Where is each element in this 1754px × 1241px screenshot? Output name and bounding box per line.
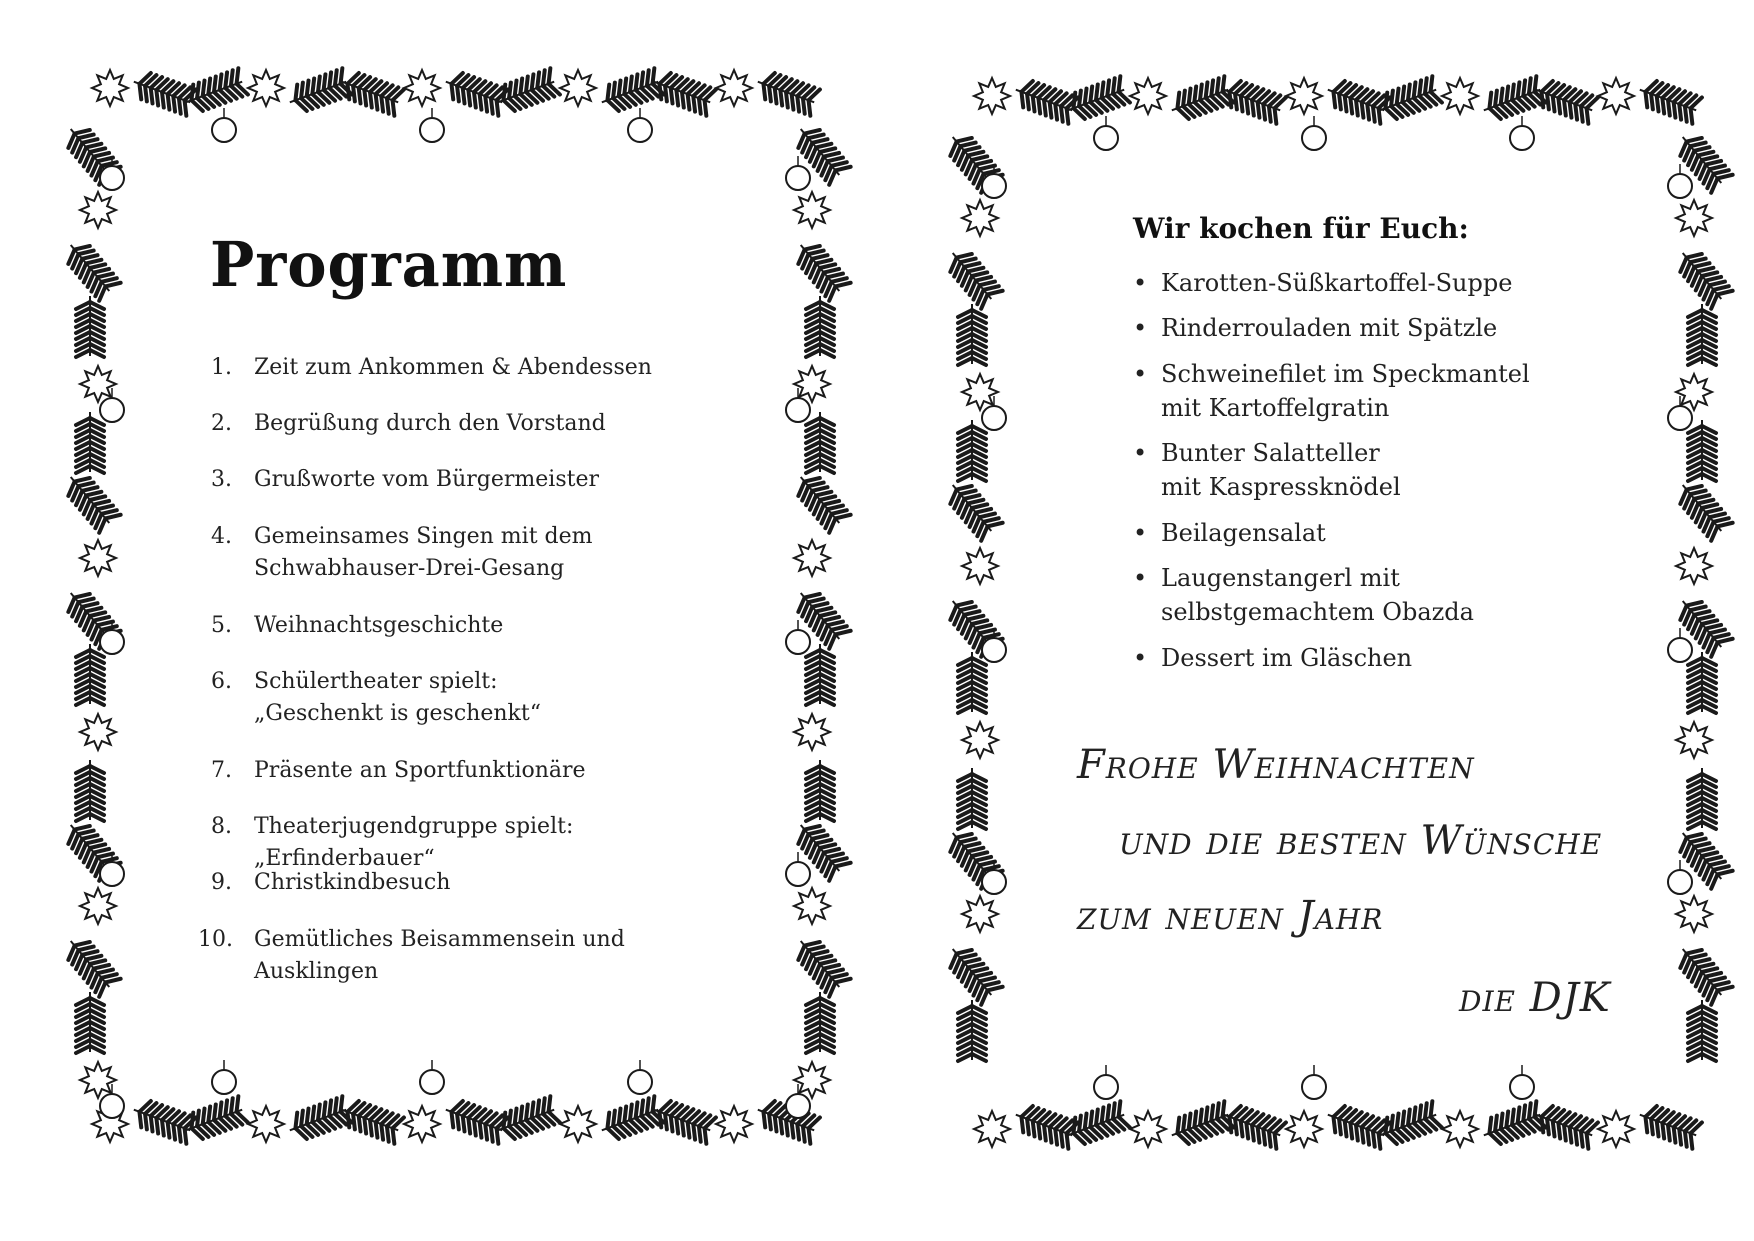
pine-branch-icon — [1688, 768, 1716, 829]
menu-item-text-line1: Laugenstangerl mit — [1161, 564, 1400, 592]
pine-branch-icon — [958, 304, 986, 365]
menu-item-text: Beilagensalat — [1161, 519, 1326, 547]
pine-branch-icon — [958, 1000, 986, 1061]
item-number: 8. — [211, 814, 232, 839]
star-icon — [80, 540, 116, 576]
pine-branch-icon — [129, 69, 196, 116]
pine-branch-icon — [958, 652, 986, 713]
bullet: • — [1133, 644, 1148, 672]
star-icon — [248, 70, 284, 106]
bauble-icon — [1668, 628, 1692, 662]
menu-item-text-line2: mit Kaspressknödel — [1161, 473, 1401, 501]
pine-branch-icon — [806, 760, 834, 821]
item-number: 9. — [211, 870, 232, 895]
item-text: Begrüßung durch den Vorstand — [254, 411, 606, 436]
pine-branch-icon — [60, 468, 121, 533]
pine-branch-icon — [1011, 1102, 1078, 1149]
pine-branch-icon — [493, 68, 560, 115]
item-text-line2: „Geschenkt is geschenkt“ — [254, 701, 541, 726]
star-icon — [92, 70, 128, 106]
star-icon — [80, 192, 116, 228]
item-number: 10. — [198, 927, 233, 952]
menu-item-text-line2: mit Kartoffelgratin — [1161, 394, 1390, 422]
star-icon — [80, 1062, 116, 1098]
item-text-line2: Ausklingen — [254, 959, 379, 984]
pine-branch-icon — [129, 1097, 196, 1144]
pine-branch-icon — [1635, 77, 1702, 124]
menu-item-text-line2: selbstgemachtem Obazda — [1161, 598, 1474, 626]
menu-item-text: Rinderrouladen mit Spätzle — [1161, 314, 1498, 342]
pine-branch-icon — [1672, 476, 1733, 541]
star-icon — [1442, 1111, 1478, 1147]
pine-branch-icon — [1531, 77, 1598, 124]
pine-branch-icon — [942, 476, 1003, 541]
item-text: Zeit zum Ankommen & Abendessen — [254, 355, 652, 380]
pine-branch-icon — [942, 244, 1003, 309]
pine-branch-icon — [806, 296, 834, 357]
pine-branch-icon — [441, 69, 508, 116]
pine-branch-icon — [1479, 76, 1546, 123]
star-icon — [1676, 548, 1712, 584]
star-icon — [794, 714, 830, 750]
star-icon — [794, 540, 830, 576]
star-icon — [80, 366, 116, 402]
pine-branch-icon — [806, 992, 834, 1053]
star-icon — [794, 192, 830, 228]
pine-branch-icon — [1688, 652, 1716, 713]
pine-branch-icon — [806, 412, 834, 473]
item-text: Theaterjugendgruppe spielt: „Erfinderbauer“ — [254, 814, 574, 871]
star-icon — [962, 548, 998, 584]
bullet: • — [1133, 269, 1148, 297]
bullet: • — [1133, 439, 1148, 467]
pine-branch-icon — [181, 1096, 248, 1143]
greeting-line-3: zum neuen Jahr — [1077, 893, 1384, 939]
bullet: • — [1133, 519, 1148, 547]
star-icon — [404, 70, 440, 106]
item-text: Weihnachtsgeschichte — [254, 613, 504, 638]
pine-branch-icon — [76, 296, 104, 357]
star-icon — [80, 888, 116, 924]
bauble-icon — [786, 852, 810, 886]
star-icon — [716, 70, 752, 106]
pine-branch-icon — [60, 236, 121, 301]
pine-branch-icon — [753, 69, 820, 116]
pine-branch-icon — [337, 69, 404, 116]
pine-branch-icon — [1635, 1102, 1702, 1149]
signature: die DJK — [1459, 975, 1611, 1021]
star-icon — [1286, 78, 1322, 114]
star-icon — [962, 722, 998, 758]
star-icon — [794, 1062, 830, 1098]
pine-branch-icon — [649, 69, 716, 116]
star-icon — [962, 200, 998, 236]
item-text-line2: Schwabhauser-Drei-Gesang — [254, 556, 565, 581]
bauble-icon — [1668, 860, 1692, 894]
star-icon — [1676, 200, 1712, 236]
item-text-line1: Gemeinsames Singen mit dem — [254, 524, 593, 549]
pine-branch-icon — [942, 940, 1003, 1005]
pine-branch-icon — [806, 644, 834, 705]
pine-branch-icon — [1219, 1102, 1286, 1149]
pine-branch-icon — [1688, 420, 1716, 481]
star-icon — [248, 1106, 284, 1142]
star-icon — [716, 1106, 752, 1142]
pine-branch-icon — [76, 644, 104, 705]
pine-branch-icon — [1375, 76, 1442, 123]
item-text: Christkindbesuch — [254, 870, 451, 895]
pine-branch-icon — [441, 1097, 508, 1144]
bauble-icon — [1510, 116, 1534, 150]
star-icon — [962, 896, 998, 932]
menu-item-text: Karotten-Süßkartoffel-Suppe — [1161, 269, 1513, 297]
star-icon — [80, 714, 116, 750]
pine-branch-icon — [1672, 940, 1733, 1005]
pine-branch-icon — [790, 468, 851, 533]
pine-branch-icon — [493, 1096, 560, 1143]
bauble-icon — [1302, 116, 1326, 150]
greeting-line-2: und die besten Wünsche — [1119, 818, 1603, 864]
bauble-icon — [1668, 164, 1692, 198]
pine-branch-icon — [597, 1096, 664, 1143]
item-number: 3. — [211, 467, 232, 492]
page-title: Programm — [210, 228, 568, 301]
pine-branch-icon — [1011, 77, 1078, 124]
item-number: 6. — [211, 669, 232, 694]
pine-branch-icon — [597, 68, 664, 115]
star-icon — [560, 1106, 596, 1142]
bauble-icon — [1302, 1065, 1326, 1099]
pine-branch-icon — [1219, 77, 1286, 124]
bauble-icon — [628, 1060, 652, 1094]
star-icon — [404, 1106, 440, 1142]
item-text: Grußworte vom Bürgermeister — [254, 467, 599, 492]
bullet: • — [1133, 360, 1148, 388]
star-icon — [1286, 1111, 1322, 1147]
pine-branch-icon — [1167, 1101, 1234, 1148]
item-number: 5. — [211, 613, 232, 638]
pine-branch-icon — [790, 236, 851, 301]
bauble-icon — [212, 1060, 236, 1094]
star-icon — [794, 888, 830, 924]
pine-branch-icon — [1479, 1101, 1546, 1148]
bauble-icon — [1094, 1065, 1118, 1099]
star-icon — [974, 78, 1010, 114]
item-text: Präsente an Sportfunktionäre — [254, 758, 586, 783]
menu-item-text-line1: Schweinefilet im Speckmantel — [1161, 360, 1530, 388]
pine-branch-icon — [1688, 304, 1716, 365]
star-icon — [1130, 78, 1166, 114]
pine-branch-icon — [285, 1096, 352, 1143]
star-icon — [560, 70, 596, 106]
item-text-line1: Schülertheater spielt: — [254, 669, 498, 694]
menu-item-text-line1: Bunter Salatteller — [1161, 439, 1380, 467]
pine-branch-icon — [285, 68, 352, 115]
menu-title: Wir kochen für Euch: — [1133, 212, 1469, 245]
menu-page — [877, 0, 1754, 1241]
star-icon — [794, 366, 830, 402]
bauble-icon — [786, 156, 810, 190]
star-icon — [962, 374, 998, 410]
pine-branch-icon — [76, 412, 104, 473]
star-icon — [1598, 1111, 1634, 1147]
item-number: 4. — [211, 524, 232, 549]
bauble-icon — [420, 108, 444, 142]
star-icon — [1130, 1111, 1166, 1147]
pine-branch-icon — [1323, 1102, 1390, 1149]
star-icon — [1676, 374, 1712, 410]
star-icon — [1676, 896, 1712, 932]
item-number: 1. — [211, 355, 232, 380]
bullet: • — [1133, 564, 1148, 592]
pine-branch-icon — [1688, 1000, 1716, 1061]
bauble-icon — [628, 108, 652, 142]
pine-branch-icon — [1167, 76, 1234, 123]
pine-branch-icon — [1531, 1102, 1598, 1149]
greeting-line-1: Frohe Weihnachten — [1077, 742, 1475, 788]
star-icon — [1676, 722, 1712, 758]
star-icon — [1598, 78, 1634, 114]
item-text-line1: Gemütliches Beisammensein und — [254, 927, 625, 952]
bauble-icon — [1094, 116, 1118, 150]
pine-branch-icon — [1063, 76, 1130, 123]
star-icon — [974, 1111, 1010, 1147]
bauble-icon — [1510, 1065, 1534, 1099]
pine-branch-icon — [790, 932, 851, 997]
pine-branch-icon — [60, 932, 121, 997]
pine-branch-icon — [337, 1097, 404, 1144]
pine-branch-icon — [1375, 1101, 1442, 1148]
item-number: 7. — [211, 758, 232, 783]
menu-item-text: Dessert im Gläschen — [1161, 644, 1413, 672]
star-icon — [1442, 78, 1478, 114]
pine-branch-icon — [76, 992, 104, 1053]
pine-branch-icon — [1063, 1101, 1130, 1148]
pine-branch-icon — [958, 768, 986, 829]
pine-branch-icon — [1323, 77, 1390, 124]
pine-branch-icon — [181, 68, 248, 115]
pine-branch-icon — [1672, 244, 1733, 309]
bauble-icon — [786, 620, 810, 654]
bauble-icon — [212, 108, 236, 142]
bauble-icon — [420, 1060, 444, 1094]
pine-branch-icon — [958, 420, 986, 481]
item-number: 2. — [211, 411, 232, 436]
pine-branch-icon — [649, 1097, 716, 1144]
bullet: • — [1133, 314, 1148, 342]
pine-branch-icon — [76, 760, 104, 821]
